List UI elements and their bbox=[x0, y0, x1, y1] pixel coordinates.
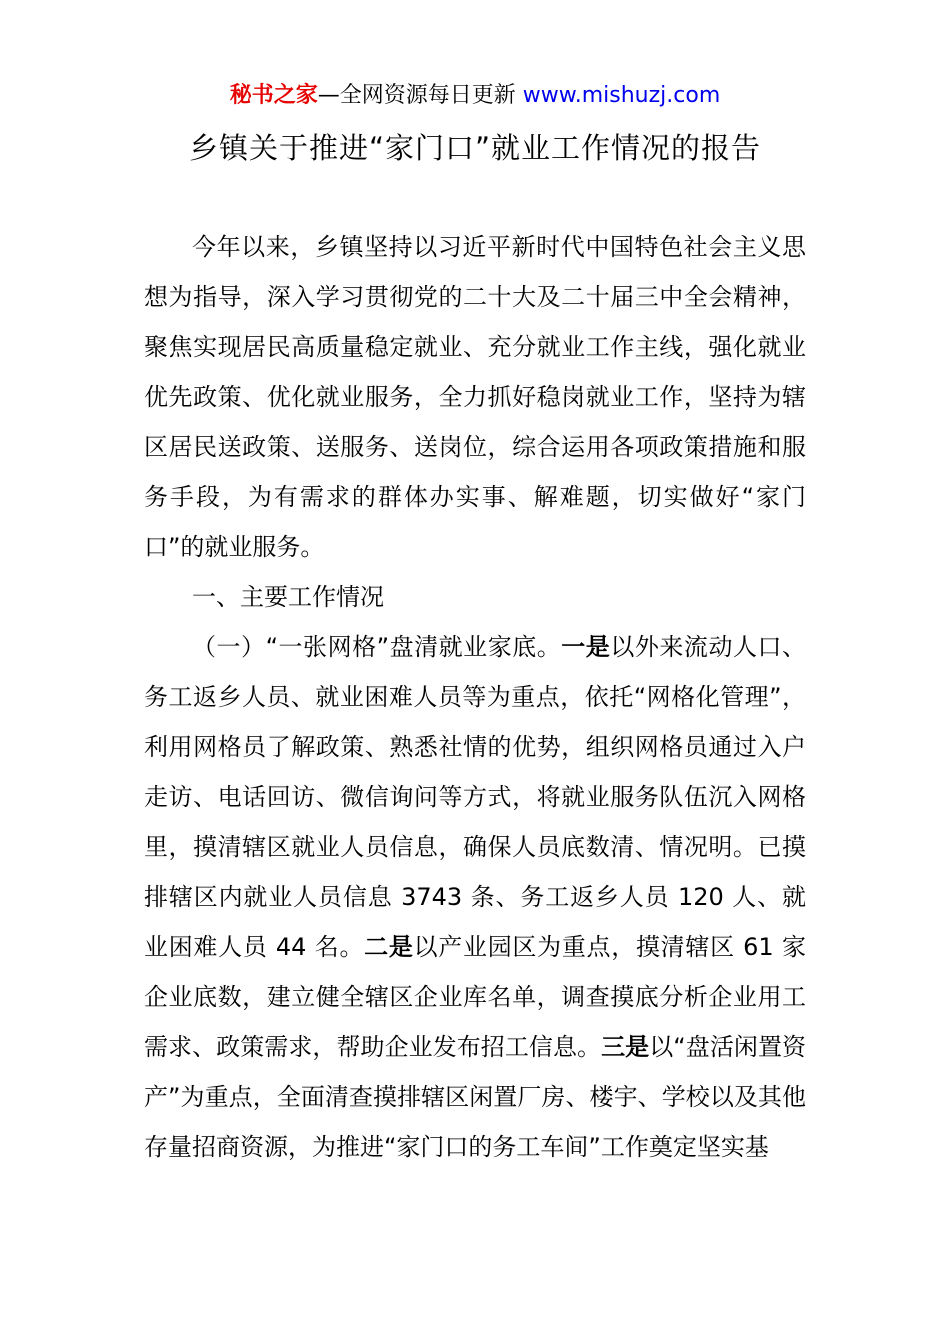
point-label-1: 一是 bbox=[561, 633, 611, 661]
point-label-3: 三是 bbox=[601, 1033, 650, 1061]
document-title: 乡镇关于推进“家门口”就业工作情况的报告 bbox=[188, 131, 762, 165]
brand-name: 秘书之家 bbox=[229, 83, 318, 108]
intro-paragraph: 今年以来，乡镇坚持以习近平新时代中国特色社会主义思想为指导，深入学习贯彻党的二十大及二十届三中全会精神，聚焦实现居民高质量稳定就业、充分就业工作主线，强化就业优先政策、优化就业服务，全力抓好稳岗就业工作，坚持为辖区居民送政策、送服务、送岗位，综合运用各项政策措施和服务手段，为有需求的群体办实事、解难题，切实做好“家门口”的就业服务。 bbox=[144, 233, 806, 561]
site-header bbox=[0, 80, 950, 112]
subsection-heading: （一）“一张网格”盘清就业家底。 bbox=[192, 633, 562, 661]
document-body bbox=[144, 222, 806, 1172]
section-heading: 一、主要工作情况 bbox=[192, 583, 384, 611]
point-text-1: 以外来流动人口、务工返乡人员、就业困难人员等为重点，依托“网格化管理”，利用网格员了解政策、熟悉社情的优势，组织网格员通过入户走访、电话回访、微信询问等方式，将就业服务队伍沉入网格里，摸清辖区就业人员信息，确保人员底数清、情况明。已摸排辖区内就业人员信息 3743 条、务工返乡人员 120 人、就业困难人员 44 名。 bbox=[144, 633, 807, 961]
point-text-3: 以“盘活闲置资产”为重点，全面清查摸排辖区闲置厂房、楼宇、学校以及其他存量招商资源，为推进“家门口的务工车间”工作奠定坚实基 bbox=[144, 1033, 807, 1161]
site-url[interactable]: www.mishuzj.com bbox=[522, 83, 721, 108]
point-text-2: 以产业园区为重点，摸清辖区 61 家企业底数，建立健全辖区企业库名单，调查摸底分析企业用工需求、政策需求，帮助企业发布招工信息。 bbox=[144, 933, 807, 1061]
header-tagline: —全网资源每日更新 bbox=[317, 83, 523, 108]
point-label-2: 二是 bbox=[364, 933, 414, 961]
subsection-paragraph bbox=[144, 622, 806, 1172]
